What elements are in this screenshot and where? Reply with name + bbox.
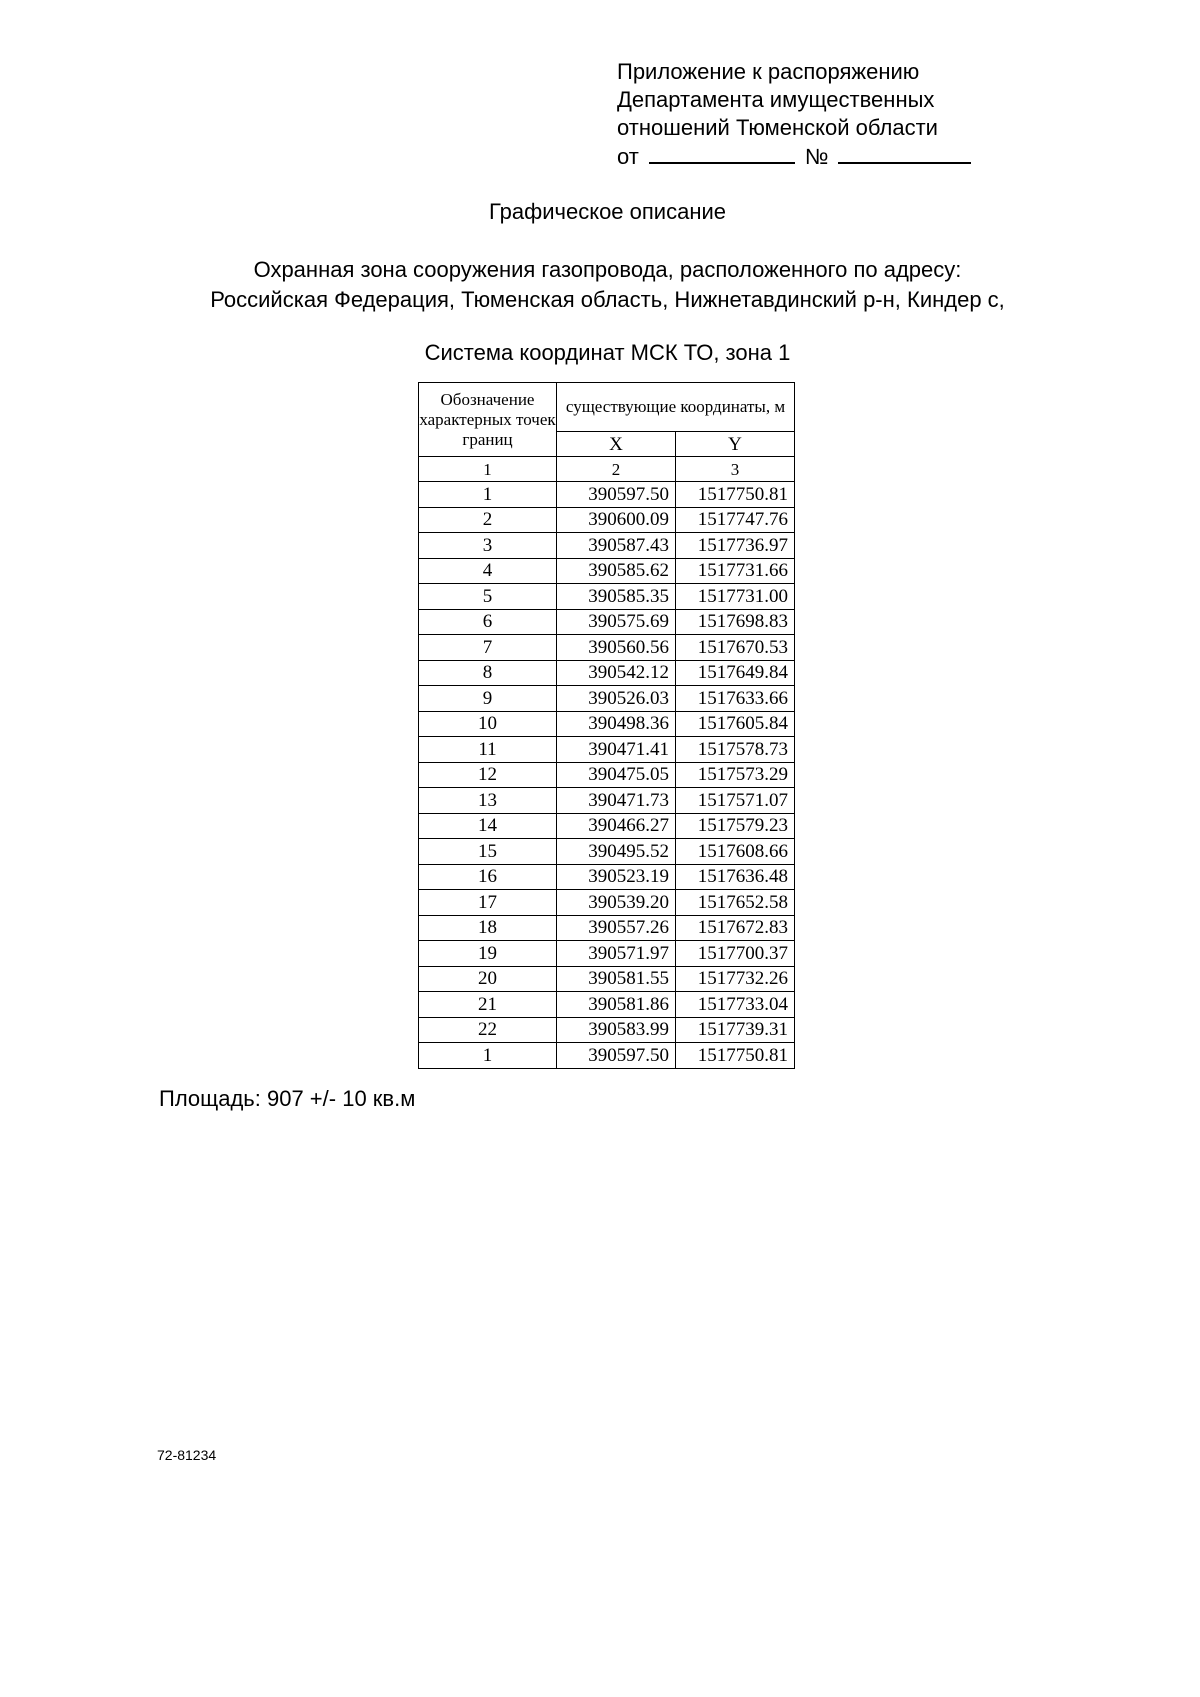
header-x: X xyxy=(557,432,676,457)
table-row xyxy=(419,788,795,814)
point-cell: 13 xyxy=(419,788,557,814)
point-cell: 1 xyxy=(419,1043,557,1069)
table-row xyxy=(419,686,795,712)
table-row xyxy=(419,915,795,941)
point-cell: 16 xyxy=(419,864,557,890)
x-cell: 390581.55 xyxy=(557,966,676,992)
x-cell: 390571.97 xyxy=(557,941,676,967)
date-blank xyxy=(649,142,795,164)
table-row xyxy=(419,711,795,737)
table-row xyxy=(419,482,795,508)
x-cell: 390600.09 xyxy=(557,507,676,533)
zone-description-line-2: Российская Федерация, Тюменская область, Нижнетавдинский р-н, Киндер с, xyxy=(210,287,1005,312)
coordinate-system: Система координат МСК ТО, зона 1 xyxy=(424,340,791,365)
y-cell: 1517750.81 xyxy=(676,1043,795,1069)
document-title: Графическое описание xyxy=(488,199,727,224)
x-cell: 390542.12 xyxy=(557,660,676,686)
header-y: Y xyxy=(676,432,795,457)
y-cell: 1517579.23 xyxy=(676,813,795,839)
appendix-header xyxy=(617,58,1037,171)
appendix-line-2: Департамента имущественных xyxy=(617,87,935,112)
point-cell: 10 xyxy=(419,711,557,737)
column-number-3: 3 xyxy=(676,457,795,482)
y-cell: 1517636.48 xyxy=(676,864,795,890)
y-cell: 1517652.58 xyxy=(676,890,795,916)
y-cell: 1517573.29 xyxy=(676,762,795,788)
appendix-line-3: отношений Тюменской области xyxy=(617,115,938,140)
number-sign: № xyxy=(804,144,829,169)
appendix-date-number-line xyxy=(617,142,1037,171)
point-cell: 15 xyxy=(419,839,557,865)
x-cell: 390597.50 xyxy=(557,482,676,508)
x-cell: 390539.20 xyxy=(557,890,676,916)
point-cell: 21 xyxy=(419,992,557,1018)
point-cell: 14 xyxy=(419,813,557,839)
table-row xyxy=(419,890,795,916)
column-number-1: 1 xyxy=(419,457,557,482)
x-cell: 390495.52 xyxy=(557,839,676,865)
table-row xyxy=(419,584,795,610)
point-cell: 20 xyxy=(419,966,557,992)
x-cell: 390466.27 xyxy=(557,813,676,839)
y-cell: 1517736.97 xyxy=(676,533,795,559)
x-cell: 390471.41 xyxy=(557,737,676,763)
y-cell: 1517649.84 xyxy=(676,660,795,686)
y-cell: 1517732.26 xyxy=(676,966,795,992)
point-cell: 2 xyxy=(419,507,557,533)
point-cell: 22 xyxy=(419,1017,557,1043)
date-prefix: от xyxy=(617,144,639,169)
table-row xyxy=(419,966,795,992)
header-coordinates: существующие координаты, м xyxy=(557,383,795,432)
table-row xyxy=(419,1043,795,1069)
point-cell: 5 xyxy=(419,584,557,610)
x-cell: 390587.43 xyxy=(557,533,676,559)
x-cell: 390597.50 xyxy=(557,1043,676,1069)
y-cell: 1517731.66 xyxy=(676,558,795,584)
x-cell: 390585.35 xyxy=(557,584,676,610)
table-row xyxy=(419,660,795,686)
x-cell: 390475.05 xyxy=(557,762,676,788)
point-cell: 17 xyxy=(419,890,557,916)
column-number-2: 2 xyxy=(557,457,676,482)
x-cell: 390523.19 xyxy=(557,864,676,890)
table-row xyxy=(419,737,795,763)
appendix-line-1: Приложение к распоряжению xyxy=(617,59,920,84)
point-cell: 11 xyxy=(419,737,557,763)
y-cell: 1517733.04 xyxy=(676,992,795,1018)
table-row xyxy=(419,941,795,967)
table-row xyxy=(419,558,795,584)
point-cell: 19 xyxy=(419,941,557,967)
number-blank xyxy=(838,142,971,164)
x-cell: 390498.36 xyxy=(557,711,676,737)
x-cell: 390583.99 xyxy=(557,1017,676,1043)
point-cell: 1 xyxy=(419,482,557,508)
table-row xyxy=(419,839,795,865)
x-cell: 390560.56 xyxy=(557,635,676,661)
coordinates-table xyxy=(418,382,795,1069)
header-point: Обозначение характерных точек границ xyxy=(419,383,557,457)
table-row xyxy=(419,609,795,635)
table-row xyxy=(419,992,795,1018)
point-cell: 6 xyxy=(419,609,557,635)
table-row xyxy=(419,533,795,559)
point-cell: 7 xyxy=(419,635,557,661)
point-cell: 12 xyxy=(419,762,557,788)
point-cell: 9 xyxy=(419,686,557,712)
y-cell: 1517608.66 xyxy=(676,839,795,865)
x-cell: 390575.69 xyxy=(557,609,676,635)
y-cell: 1517739.31 xyxy=(676,1017,795,1043)
y-cell: 1517747.76 xyxy=(676,507,795,533)
table-row xyxy=(419,635,795,661)
y-cell: 1517750.81 xyxy=(676,482,795,508)
y-cell: 1517672.83 xyxy=(676,915,795,941)
y-cell: 1517571.07 xyxy=(676,788,795,814)
x-cell: 390557.26 xyxy=(557,915,676,941)
y-cell: 1517698.83 xyxy=(676,609,795,635)
point-cell: 18 xyxy=(419,915,557,941)
x-cell: 390581.86 xyxy=(557,992,676,1018)
y-cell: 1517731.00 xyxy=(676,584,795,610)
x-cell: 390526.03 xyxy=(557,686,676,712)
document-code: 72-81234 xyxy=(157,1447,217,1463)
y-cell: 1517605.84 xyxy=(676,711,795,737)
point-cell: 4 xyxy=(419,558,557,584)
table-body xyxy=(419,482,795,1069)
area-text: Площадь: 907 +/- 10 кв.м xyxy=(159,1086,416,1111)
point-cell: 3 xyxy=(419,533,557,559)
point-cell: 8 xyxy=(419,660,557,686)
y-cell: 1517700.37 xyxy=(676,941,795,967)
zone-description-line-1: Охранная зона сооружения газопровода, расположенного по адресу: xyxy=(253,257,962,282)
x-cell: 390585.62 xyxy=(557,558,676,584)
y-cell: 1517670.53 xyxy=(676,635,795,661)
table-row xyxy=(419,864,795,890)
table-row xyxy=(419,507,795,533)
x-cell: 390471.73 xyxy=(557,788,676,814)
y-cell: 1517633.66 xyxy=(676,686,795,712)
table-row xyxy=(419,813,795,839)
table-row xyxy=(419,1017,795,1043)
y-cell: 1517578.73 xyxy=(676,737,795,763)
zone-description xyxy=(0,255,1200,315)
table-row xyxy=(419,762,795,788)
